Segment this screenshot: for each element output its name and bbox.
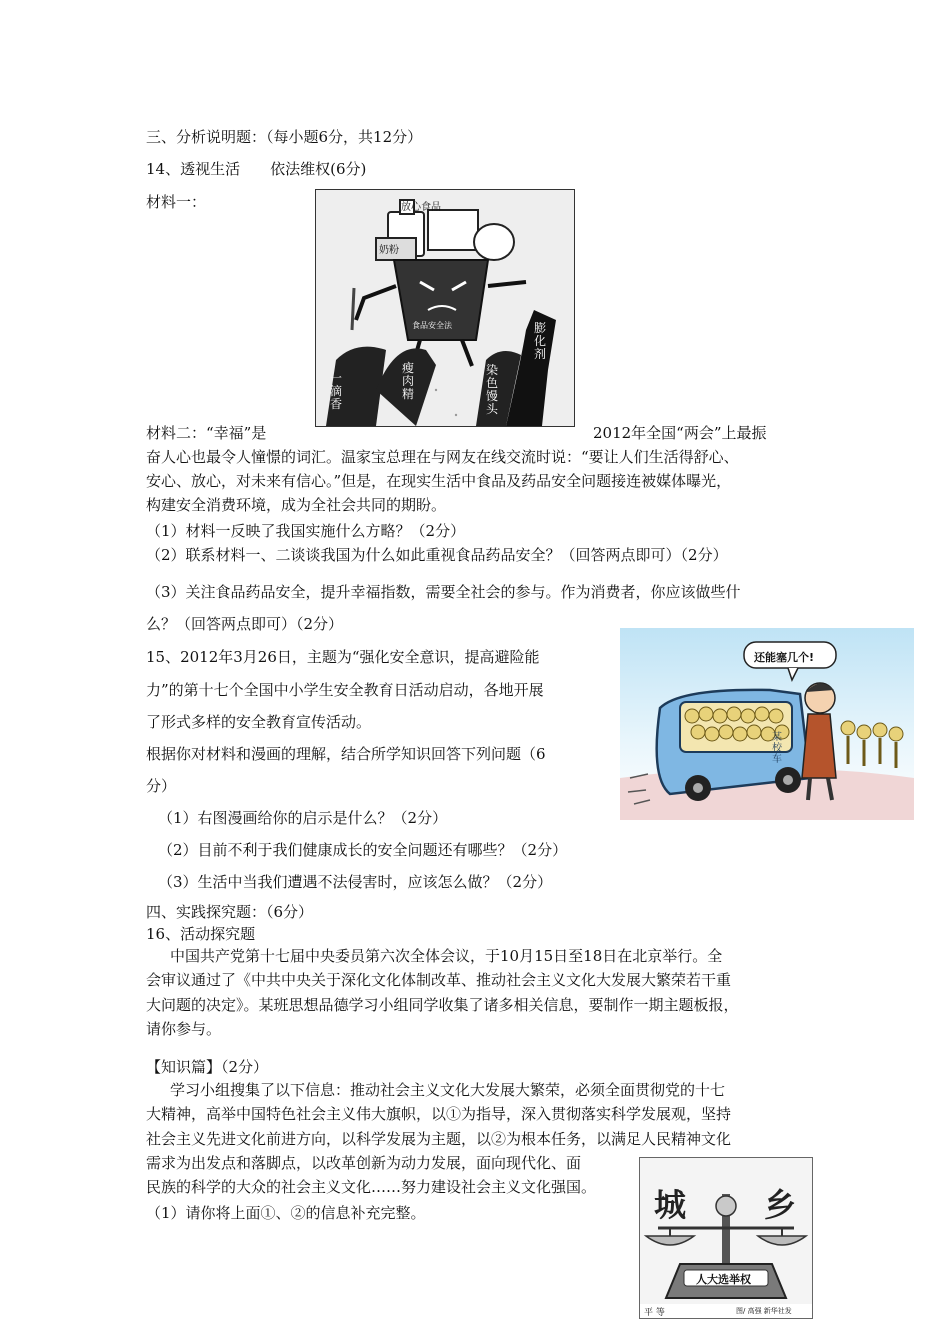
label-milk-powder: 奶粉	[379, 245, 399, 256]
q14-question-1: （1）材料一反映了我国实施什么方略？（2分）	[146, 522, 466, 540]
label-food-safety-law: 食品安全法	[412, 321, 452, 330]
q15-line-4: 根据你对材料和漫画的理解，结合所学知识回答下列问题（6	[146, 745, 546, 763]
q16-intro-line-3: 大问题的决定》。某班思想品德学习小组同学收集了诸多相关信息，要制作一期主题板报，	[146, 996, 739, 1014]
q16-intro-line-1: 中国共产党第十七届中央委员第六次全体会议，于10月15日至18日在北京举行。全	[170, 947, 723, 965]
q14-question-2: （2）联系材料一、二谈谈我国为什么如此重视食品药品安全？（回答两点即可）（2分）	[146, 546, 728, 564]
q15-line-5: 分）	[146, 777, 177, 795]
q14-question-3-cont: 么？（回答两点即可）（2分）	[146, 615, 344, 633]
knowledge-line-1: 学习小组搜集了以下信息：推动社会主义文化大发展大繁荣，必须全面贯彻党的十七	[170, 1081, 726, 1099]
label-reassuring-food: 放心食品	[401, 202, 441, 213]
section-4-heading: 四、实践探究题：（6分）	[146, 903, 314, 921]
q15-question-3: （3）生活中当我们遭遇不法侵害时，应该怎么做？（2分）	[158, 873, 553, 891]
knowledge-question-1: （1）请你将上面①、②的信息补充完整。	[146, 1204, 426, 1222]
material-1-label: 材料一：	[146, 193, 207, 211]
q15-line-3: 了形式多样的安全教育宣传活动。	[146, 713, 372, 731]
caption-equality: 平 等	[644, 1308, 665, 1318]
q15-line-2: 力”的第十七个全国中小学生安全教育日活动启动，各地开展	[146, 681, 544, 699]
question-14-title: 14、透视生活 依法维权(6分)	[146, 160, 367, 178]
label-hand-4: 膨化剂	[534, 321, 547, 361]
school-bus-cartoon	[620, 628, 914, 820]
material-2-line-4: 构建安全消费环境，成为全社会共同的期盼。	[146, 496, 447, 514]
label-hand-3: 染色馒头	[486, 363, 499, 416]
knowledge-line-3: 社会主义先进文化前进方向，以科学发展为主题，以②为根本任务，以满足人民精神文化	[146, 1130, 732, 1148]
material-2-line-1-right: 2012年全国“两会”上最振	[593, 424, 767, 442]
speech-bubble-text: 还能塞几个!	[754, 651, 815, 664]
question-16-title: 16、活动探究题	[146, 925, 256, 943]
material-2-line-1-left: 材料二：“幸福”是	[146, 424, 267, 442]
equal-vote-cartoon	[639, 1157, 813, 1319]
caption-credit: 图/ 高强 新华社发	[736, 1307, 792, 1315]
label-hand-1: 一滴香	[330, 371, 343, 411]
knowledge-heading: 【知识篇】（2分）	[146, 1058, 269, 1076]
label-election-right: 人大选举权	[696, 1273, 751, 1286]
label-city: 城	[654, 1186, 687, 1224]
q15-question-2: （2）目前不利于我们健康成长的安全问题还有哪些？（2分）	[158, 841, 568, 859]
material-2-line-2: 奋人心也最令人憧憬的词汇。温家宝总理在与网友在线交流时说：“要让人们生活得舒心、	[146, 448, 739, 466]
q16-intro-line-2: 会审议通过了《中共中央关于深化文化体制改革、推动社会主义文化大发展大繁荣若干重	[146, 971, 732, 989]
knowledge-line-4: 需求为出发点和落脚点，以改革创新为动力发展，面向现代化、面	[146, 1154, 582, 1172]
label-countryside: 乡	[764, 1186, 797, 1224]
q16-intro-line-4: 请你参与。	[146, 1020, 222, 1038]
food-safety-cartoon	[315, 189, 575, 427]
knowledge-line-2: 大精神，高举中国特色社会主义伟大旗帜，以①为指导，深入贯彻落实科学发展观，坚持	[146, 1105, 732, 1123]
bus-label: 某校车	[772, 732, 782, 765]
food-safety-cartoon-drawing	[316, 190, 574, 426]
section-3-heading: 三、分析说明题：（每小题6分，共12分）	[146, 128, 423, 146]
q14-question-3: （3）关注食品药品安全，提升幸福指数，需要全社会的参与。作为消费者，你应该做些什	[146, 583, 741, 601]
q15-question-1: （1）右图漫画给你的启示是什么？（2分）	[158, 809, 448, 827]
q15-line-1: 15、2012年3月26日，主题为“强化安全意识，提高避险能	[146, 648, 540, 666]
label-hand-2: 瘦肉精	[402, 361, 415, 401]
material-2-line-3: 安心、放心，对未来有信心。”但是，在现实生活中食品及药品安全问题接连被媒体曝光，	[146, 472, 732, 490]
knowledge-line-5: 民族的科学的大众的社会主义文化……努力建设社会主义文化强国。	[146, 1178, 597, 1196]
